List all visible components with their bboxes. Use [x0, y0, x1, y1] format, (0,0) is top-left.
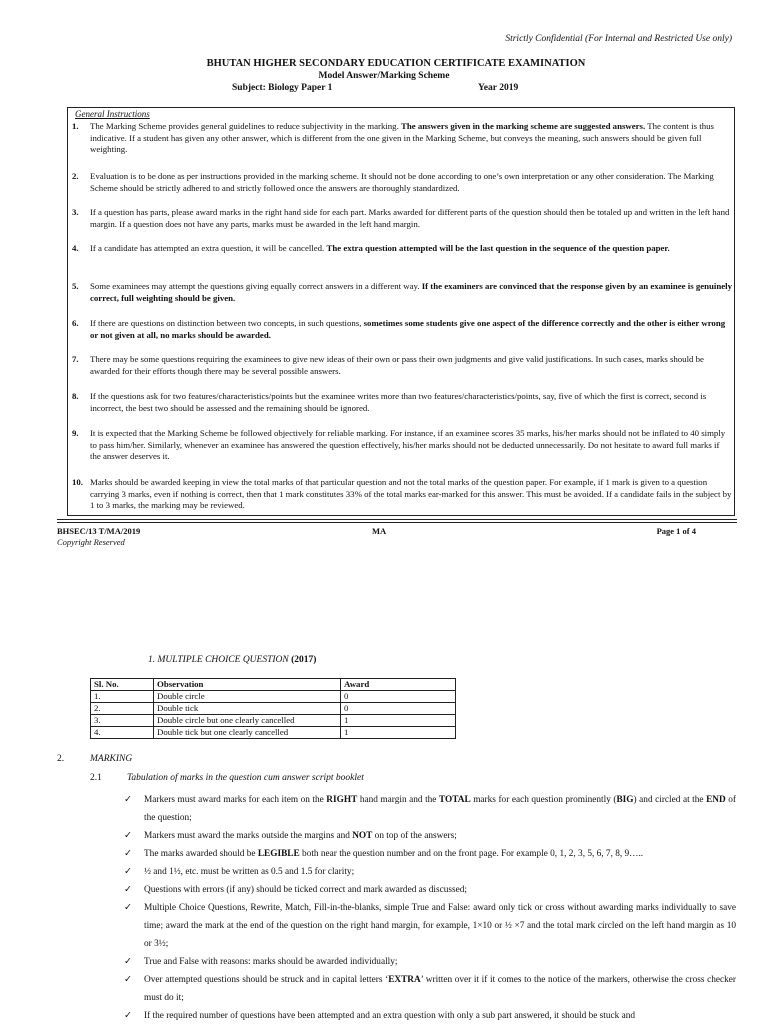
- instruction-number: 4.: [72, 243, 79, 253]
- guideline-text-part: on top of the answers;: [372, 831, 457, 841]
- general-instructions-title: General Instructions: [75, 109, 150, 119]
- instruction-text-emphasis: sometimes some students give one aspect of the difference correctly and the other is either wrong or not given at all, no marks should be awarded.: [90, 318, 726, 340]
- guideline-item: [124, 1007, 736, 1025]
- footer-rule-double: [57, 522, 737, 523]
- cell-sl-no: 2.: [91, 703, 154, 715]
- guideline-text: [144, 1007, 736, 1025]
- checkmark-icon: ✓: [124, 975, 132, 985]
- instruction-text-plain: Marks should be awarded keeping in view the total marks of that particular question and not the total marks of the question paper. For example, if 1 mark is given to a question carrying 3 marks, even if nothing is correct, then that 1 mark constitutes 33% of the total marks ear-marked for this answer. This must be avoided. If a candidate fails in the subject by 1 to 3 marks, the marking may be reviewed.: [90, 477, 732, 510]
- guideline-text-part: marks for each question prominently (: [470, 795, 617, 805]
- instruction-text-plain: There may be some questions requiring the examinees to give new ideas of their own or pass their own judgments and give valid justifications. In such cases, marks should be awarded for their efforts though there may be several possible answers.: [90, 354, 704, 376]
- table-row: [91, 715, 456, 727]
- checkmark-icon: ✓: [124, 849, 132, 859]
- guideline-emphasis: END: [706, 795, 726, 805]
- instruction-item: [72, 318, 732, 341]
- guideline-text-part: both near the question number and on the front page. For example 0, 1, 2, 3, 5, 6, 7, 8, 9…..: [299, 849, 644, 859]
- cell-observation: Double tick but one clearly cancelled: [154, 727, 341, 739]
- instruction-item: [72, 477, 732, 512]
- instruction-item: [72, 281, 732, 304]
- instruction-number: 8.: [72, 391, 79, 401]
- guideline-item: [124, 827, 736, 845]
- guideline-text: [144, 845, 736, 863]
- instruction-text-emphasis: The answers given in the marking scheme are suggested answers.: [400, 121, 646, 131]
- checkmark-icon: ✓: [124, 795, 132, 805]
- guideline-text-part: True and False with reasons: marks should be awarded individually;: [144, 957, 398, 967]
- instruction-text: [90, 171, 732, 194]
- instruction-number: 2.: [72, 171, 79, 181]
- document-code: BHSEC/13 T/MA/2019: [57, 526, 141, 536]
- guideline-text-part: hand margin and the: [357, 795, 439, 805]
- instruction-item: [72, 207, 732, 230]
- cell-observation: Double circle but one clearly cancelled: [154, 715, 341, 727]
- guideline-text: [144, 899, 736, 953]
- instruction-text: [90, 391, 732, 414]
- footer-rule: [57, 519, 737, 520]
- instruction-text: [90, 207, 732, 230]
- instruction-text: [90, 318, 732, 341]
- instruction-text-plain: It is expected that the Marking Scheme be followed objectively for reliable marking. For instance, if an examinee scores 35 marks, his/her marks should not be inflated to 40 simply to pass him/her. Similarly, whenever an examinee has answered the question effectively, his/her marks should not be deducted unnecessarily. Do not hesitate to award full marks if the answer deserves it.: [90, 428, 726, 461]
- instruction-number: 1.: [72, 121, 79, 131]
- instruction-item: [72, 391, 732, 414]
- mcq-heading: [148, 655, 316, 665]
- mcq-award-table: [90, 678, 456, 739]
- guideline-emphasis: NOT: [352, 831, 373, 841]
- marking-guidelines-list: [124, 791, 736, 1025]
- guideline-text-part: The marks awarded should be: [144, 849, 258, 859]
- cell-observation: Double circle: [154, 691, 341, 703]
- instruction-item: [72, 428, 732, 463]
- instruction-number: 6.: [72, 318, 79, 328]
- instruction-item: [72, 354, 732, 377]
- cell-sl-no: 3.: [91, 715, 154, 727]
- cell-sl-no: 1.: [91, 691, 154, 703]
- section-2-1-number: 2.1: [90, 773, 102, 783]
- guideline-item: [124, 881, 736, 899]
- guideline-item: [124, 953, 736, 971]
- instruction-text: [90, 121, 732, 156]
- guideline-text-part: Over attempted questions should be struck and in capital letters ‘: [144, 975, 389, 985]
- column-header-award: Award: [341, 679, 456, 691]
- mcq-heading-year: (2017): [291, 655, 317, 665]
- guideline-item: [124, 863, 736, 881]
- instruction-text-trailing: The content is thus indicative. If a student has given any other answer, which is different from the one given in the Marking Scheme, but conveys the meaning, such answers should be given full weighting.: [90, 121, 714, 154]
- footer-center-label: MA: [372, 526, 387, 536]
- exam-title: BHUTAN HIGHER SECONDARY EDUCATION CERTIFICATE EXAMINATION: [206, 58, 586, 69]
- instruction-text-plain: Some examinees may attempt the questions giving equally correct answers in a different way.: [90, 281, 422, 291]
- instruction-text-plain: If the questions ask for two features/characteristics/points but the examinee writes more than two features/characteristics/points, say, five of which the first is correct, second is incorrect, the best two should be assessed and the remaining should be ignored.: [90, 391, 707, 413]
- instruction-item: [72, 121, 732, 156]
- checkmark-icon: ✓: [124, 903, 132, 913]
- instruction-text-plain: The Marking Scheme provides general guidelines to reduce subjectivity in the marking.: [90, 121, 401, 131]
- instruction-text-plain: If there are questions on distinction between two concepts, in such questions,: [90, 318, 364, 328]
- copyright-notice: Copyright Reserved: [57, 537, 125, 547]
- instruction-text: [90, 281, 732, 304]
- instruction-number: 3.: [72, 207, 79, 217]
- checkmark-icon: ✓: [124, 885, 132, 895]
- subject-label: Subject: Biology Paper 1: [232, 83, 333, 93]
- instruction-number: 10.: [72, 477, 83, 487]
- table-row: [91, 727, 456, 739]
- table-row: [91, 691, 456, 703]
- cell-award: 0: [341, 703, 456, 715]
- guideline-emphasis: BIG: [616, 795, 634, 805]
- mcq-heading-label: 1. MULTIPLE CHOICE QUESTION: [148, 655, 292, 665]
- instruction-text: [90, 428, 732, 463]
- instruction-text-emphasis: If the examiners are convinced that the response given by an examinee is genuinely correct, full weighting should be given.: [90, 281, 732, 303]
- guideline-item: [124, 971, 736, 1007]
- confidentiality-notice: Strictly Confidential (For Internal and Restricted Use only): [505, 34, 732, 44]
- section-2-1-title: Tabulation of marks in the question cum answer script booklet: [127, 773, 364, 783]
- instruction-number: 9.: [72, 428, 79, 438]
- section-2-title: MARKING: [90, 754, 133, 764]
- marking-scheme-title: Model Answer/Marking Scheme: [318, 71, 450, 81]
- guideline-item: [124, 845, 736, 863]
- instruction-text: [90, 354, 732, 377]
- guideline-text-part: Markers must award the marks outside the margins and: [144, 831, 353, 841]
- guideline-text-part: ) and circled at the: [633, 795, 707, 805]
- table-header-row: [91, 679, 456, 691]
- cell-award: 0: [341, 691, 456, 703]
- table-row: [91, 703, 456, 715]
- guideline-emphasis: LEGIBLE: [257, 849, 300, 859]
- cell-sl-no: 4.: [91, 727, 154, 739]
- cell-observation: Double tick: [154, 703, 341, 715]
- checkmark-icon: ✓: [124, 831, 132, 841]
- guideline-item: [124, 791, 736, 827]
- guideline-emphasis: RIGHT: [326, 795, 358, 805]
- instruction-text-emphasis: The extra question attempted will be the last question in the sequence of the question paper.: [326, 243, 670, 253]
- guideline-text: [144, 971, 736, 1007]
- instruction-text-plain: If a candidate has attempted an extra question, it will be cancelled.: [90, 243, 327, 253]
- guideline-emphasis: TOTAL: [438, 795, 471, 805]
- guideline-text: [144, 827, 736, 845]
- cell-award: 1: [341, 715, 456, 727]
- guideline-text: [144, 863, 736, 881]
- checkmark-icon: ✓: [124, 1011, 132, 1021]
- page-number: Page 1 of 4: [656, 526, 696, 536]
- guideline-text: [144, 953, 736, 971]
- guideline-text-part: If the required number of questions have been attempted and an extra question with only a sub part answered, it should be stuck and: [144, 1011, 636, 1021]
- instruction-item: [72, 243, 732, 255]
- section-2-number: 2.: [57, 754, 65, 764]
- year-label: Year 2019: [478, 83, 519, 93]
- instruction-number: 7.: [72, 354, 79, 364]
- checkmark-icon: ✓: [124, 957, 132, 967]
- instruction-text-plain: If a question has parts, please award marks in the right hand side for each part. Marks awarded for different parts of the question should then be totaled up and written in the left hand margin. If a question does not have any parts, marks must be awarded in the left hand margin.: [90, 207, 730, 229]
- cell-award: 1: [341, 727, 456, 739]
- checkmark-icon: ✓: [124, 867, 132, 877]
- instruction-item: [72, 171, 732, 194]
- instruction-text: [90, 477, 732, 512]
- column-header-observation: Observation: [154, 679, 341, 691]
- guideline-text-part: of the question;: [144, 795, 736, 823]
- guideline-text-part: Markers must award marks for each item on the: [144, 795, 327, 805]
- guideline-text-part: ’ written over it if it comes to the notice of the markers, otherwise the cross checker must do it;: [144, 975, 736, 1003]
- instruction-number: 5.: [72, 281, 79, 291]
- guideline-text: [144, 791, 736, 827]
- guideline-text: [144, 881, 736, 899]
- guideline-text-part: ½ and 1½, etc. must be written as 0.5 and 1.5 for clarity;: [144, 867, 355, 877]
- guideline-text-part: Questions with errors (if any) should be ticked correct and mark awarded as discussed;: [144, 885, 467, 895]
- column-header-sl-no: Sl. No.: [91, 679, 154, 691]
- instruction-text-plain: Evaluation is to be done as per instructions provided in the marking scheme. It should not be done according to one’s own interpretation or any other consideration. The Marking Scheme should be strictly adhered to and strictly followed once the answers are thoroughly standardized.: [90, 171, 714, 193]
- guideline-emphasis: EXTRA: [388, 975, 421, 985]
- guideline-text-part: Multiple Choice Questions, Rewrite, Match, Fill-in-the-blanks, simple True and False: award only tick or cross without awarding marks individually to save time; award the mark at the end of the question on the right hand margin, for example, 1×10 or ½ ×7 and the total mark circled on the left hand margin as 10 or 3½;: [144, 903, 736, 949]
- instruction-text: [90, 243, 732, 255]
- guideline-item: [124, 899, 736, 953]
